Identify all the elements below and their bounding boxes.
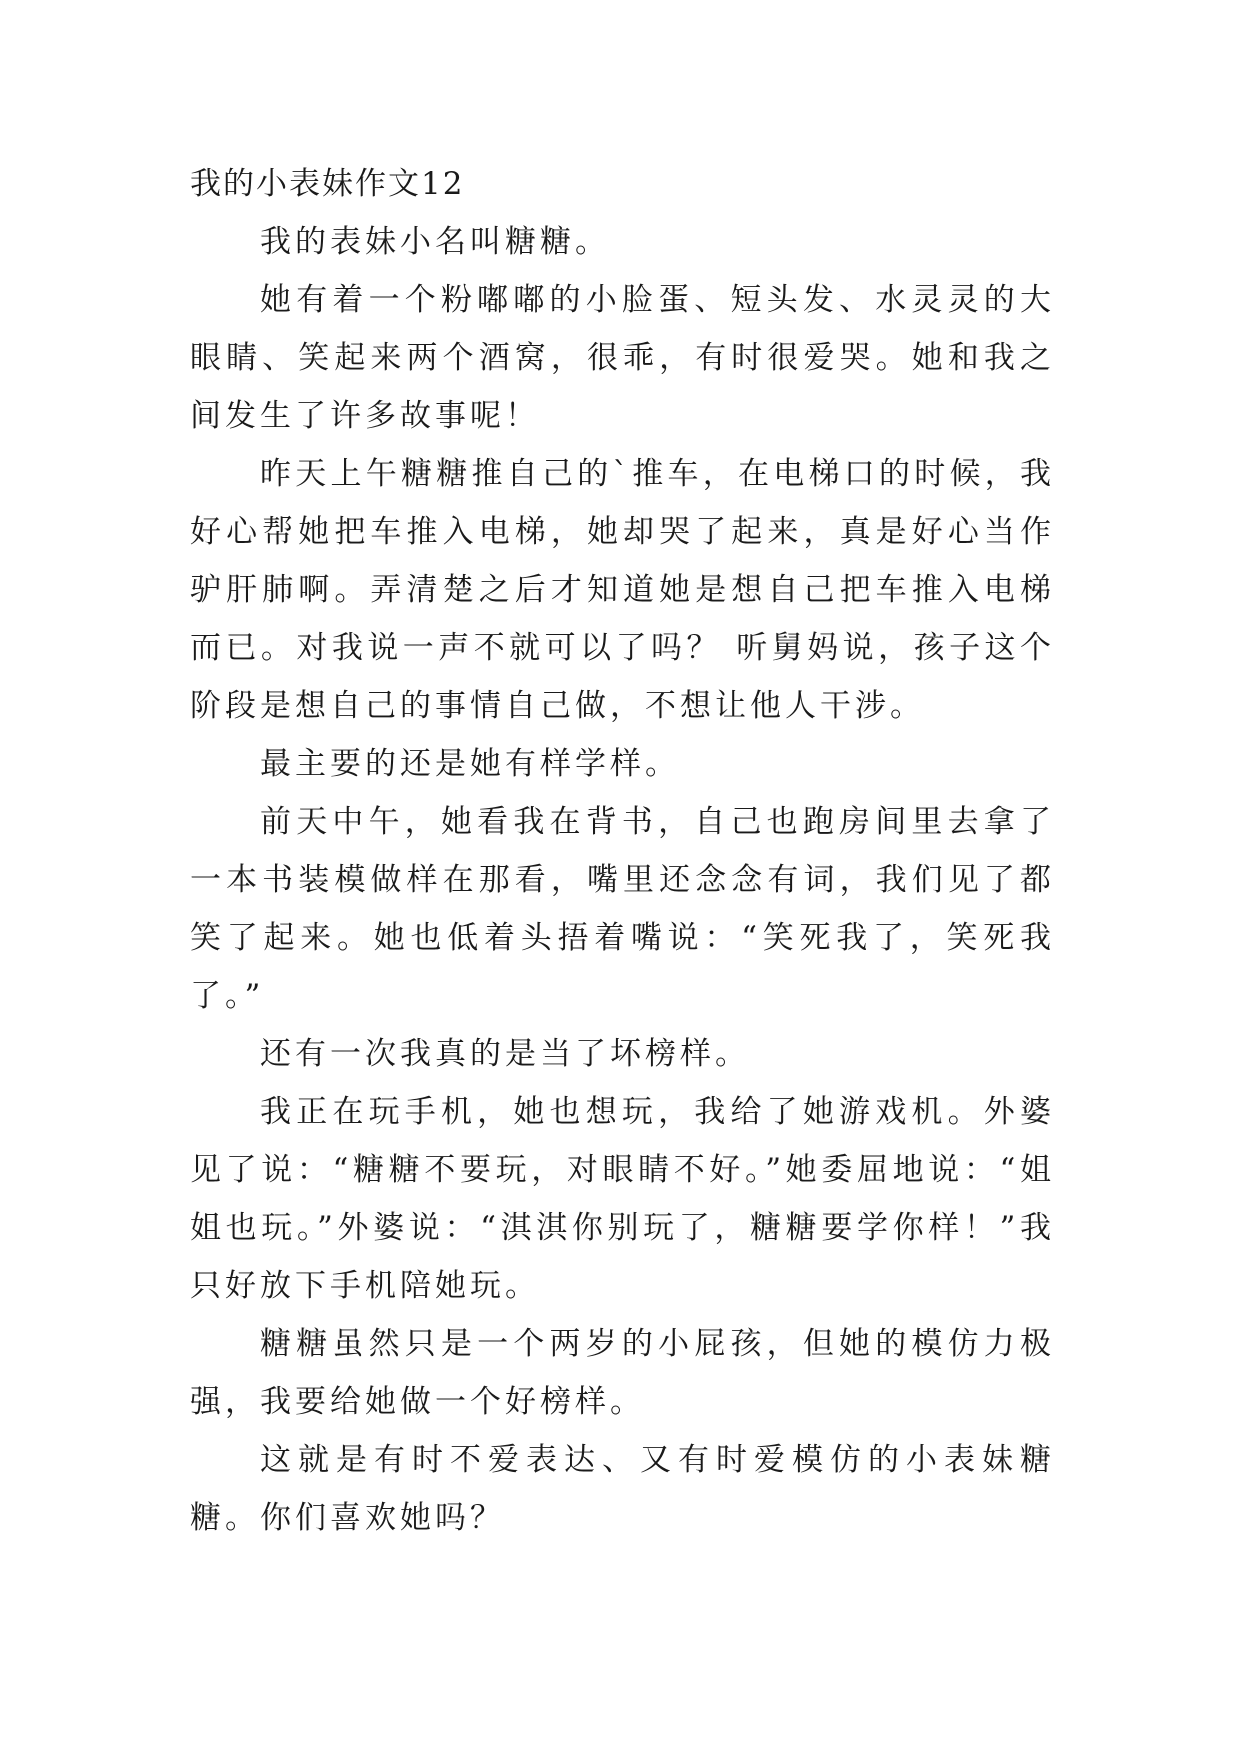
essay-paragraph: 最主要的还是她有样学样。 <box>260 746 680 782</box>
essay-paragraph: 前天中午，她看我在背书，自己也跑房间里去拿了一本书装模做样在那看，嘴里还念念有词，我们见了都笑了起来。她也低着头捂着嘴说：“笑死我了，笑死我了。” <box>190 804 1055 1014</box>
essay-paragraph: 昨天上午糖糖推自己的`推车，在电梯口的时候，我好心帮她把车推入电梯，她却哭了起来，真是好心当作驴肝肺啊。弄清楚之后才知道她是想自己把车推入电梯而已。对我说一声不就可以了吗？ 听舅妈说，孩子这个阶段是想自己的事情自己做，不想让他人干涉。 <box>190 456 1055 724</box>
essay-body <box>190 155 1055 1547</box>
essay-paragraph: 还有一次我真的是当了坏榜样。 <box>260 1036 750 1072</box>
essay-paragraph: 我的表妹小名叫糖糖。 <box>260 224 610 260</box>
essay-paragraph: 我正在玩手机，她也想玩，我给了她游戏机。外婆见了说：“糖糖不要玩，对眼睛不好。”她委屈地说：“姐姐也玩。”外婆说：“淇淇你别玩了，糖糖要学你样！”我只好放下手机陪她玩。 <box>190 1094 1055 1304</box>
essay-title: 我的小表妹作文12 <box>190 166 465 202</box>
essay-paragraph: 她有着一个粉嘟嘟的小脸蛋、短头发、水灵灵的大眼睛、笑起来两个酒窝，很乖，有时很爱哭。她和我之间发生了许多故事呢！ <box>190 282 1055 434</box>
essay-paragraph: 糖糖虽然只是一个两岁的小屁孩，但她的模仿力极强，我要给她做一个好榜样。 <box>190 1326 1055 1420</box>
essay-paragraph: 这就是有时不爱表达、又有时爱模仿的小表妹糖糖。你们喜欢她吗？ <box>190 1442 1055 1536</box>
